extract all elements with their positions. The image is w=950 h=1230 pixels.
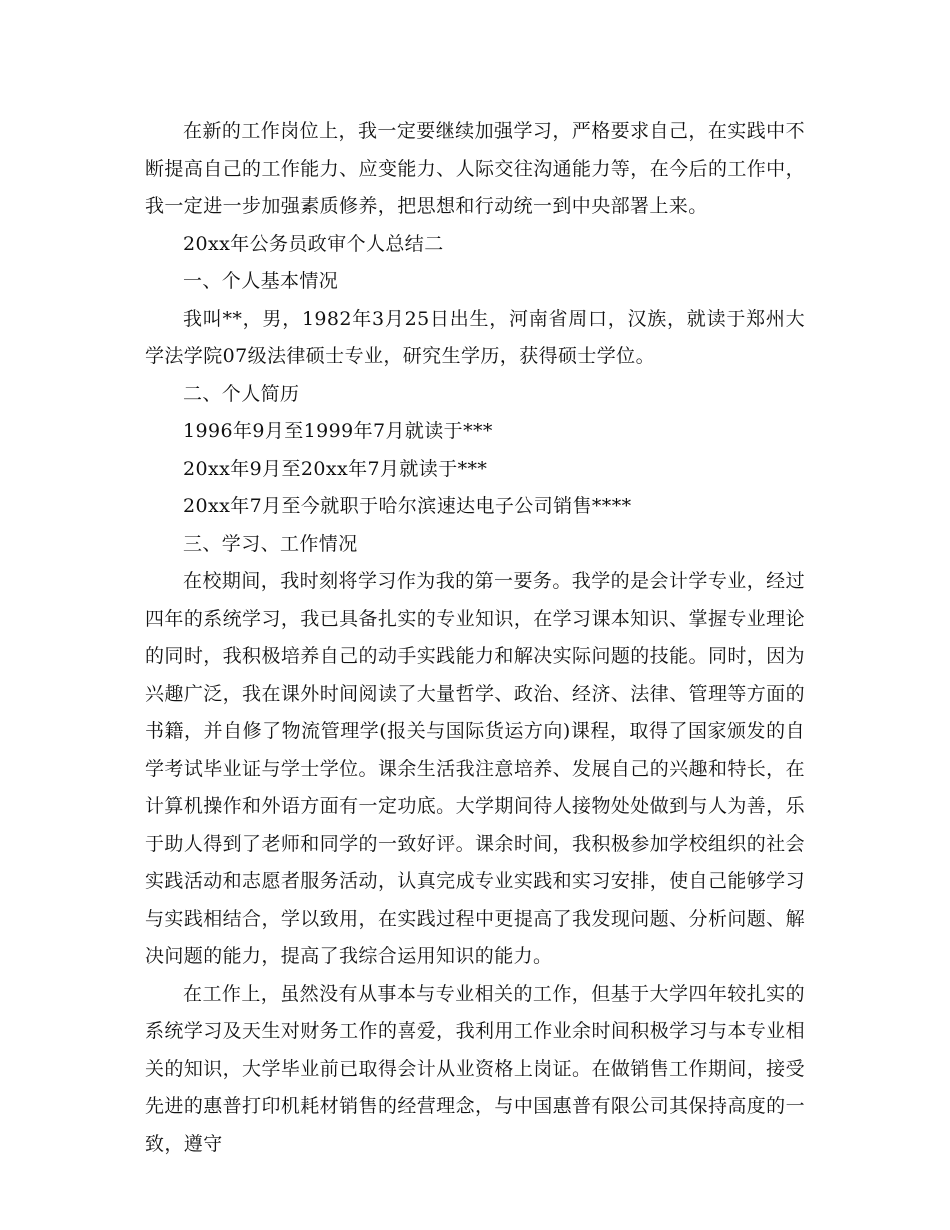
paragraph-work: 在工作上，虽然没有从事本与专业相关的工作，但基于大学四年较扎实的系统学习及天生对财务工作的喜爱，我利用工作业余时间积极学习与本专业相关的知识，大学毕业前已取得会计从业资格上岗证。在做销售工作期间，接受先进的惠普打印机耗材销售的经营理念，与中国惠普有限公司其保持高度的一致，遵守 — [145, 982, 805, 1155]
paragraph-study: 在校期间，我时刻将学习作为我的第一要务。我学的是会计学专业，经过四年的系统学习，我已具备扎实的专业知识，在学习课本知识、掌握专业理论的同时，我积极培养自己的动手实践能力和解决实际问题的技能。同时，因为兴趣广泛，我在课外时间阅读了大量哲学、政治、经济、法律、管理等方面的书籍，并自修了物流管理学(报关与国际货运方向)课程，取得了国家颁发的自学考试毕业证与学士学位。课余生活我注意培养、发展自己的兴趣和特长，在计算机操作和外语方面有一定功底。大学期间待人接物处处做到与人为善，乐于助人得到了老师和同学的一致好评。课余时间，我积极参加学校组织的社会实践活动和志愿者服务活动，认真完成专业实践和实习安排，使自己能够学习与实践相结合，学以致用，在实践过程中更提高了我发现问题、分析问题、解决问题的能力，提高了我综合运用知识的能力。 — [145, 570, 805, 967]
resume-item: 1996年9月至1999年7月就读于*** — [183, 420, 493, 442]
heading-resume: 二、个人简历 — [183, 382, 300, 405]
paragraph-basic-info: 我叫**，男，1982年3月25日出生，河南省周口，汉族，就读于郑州大学法学院07级法律硕士专业，研究生学历，获得硕士学位。 — [145, 307, 805, 367]
section-title: 20xx年公务员政审个人总结二 — [183, 232, 444, 255]
resume-item: 20xx年9月至20xx年7月就读于*** — [183, 457, 488, 480]
paragraph-work-commitment: 在新的工作岗位上，我一定要继续加强学习，严格要求自己，在实践中不断提高自己的工作能力、应变能力、人际交往沟通能力等，在今后的工作中，我一定进一步加强素质修养，把思想和行动统一到中央部署上来。 — [145, 120, 805, 217]
resume-item: 20xx年7月至今就职于哈尔滨速达电子公司销售**** — [183, 495, 632, 517]
document-page — [145, 113, 805, 1163]
heading-basic-info: 一、个人基本情况 — [183, 270, 339, 292]
heading-study-work: 三、学习、工作情况 — [183, 532, 358, 555]
